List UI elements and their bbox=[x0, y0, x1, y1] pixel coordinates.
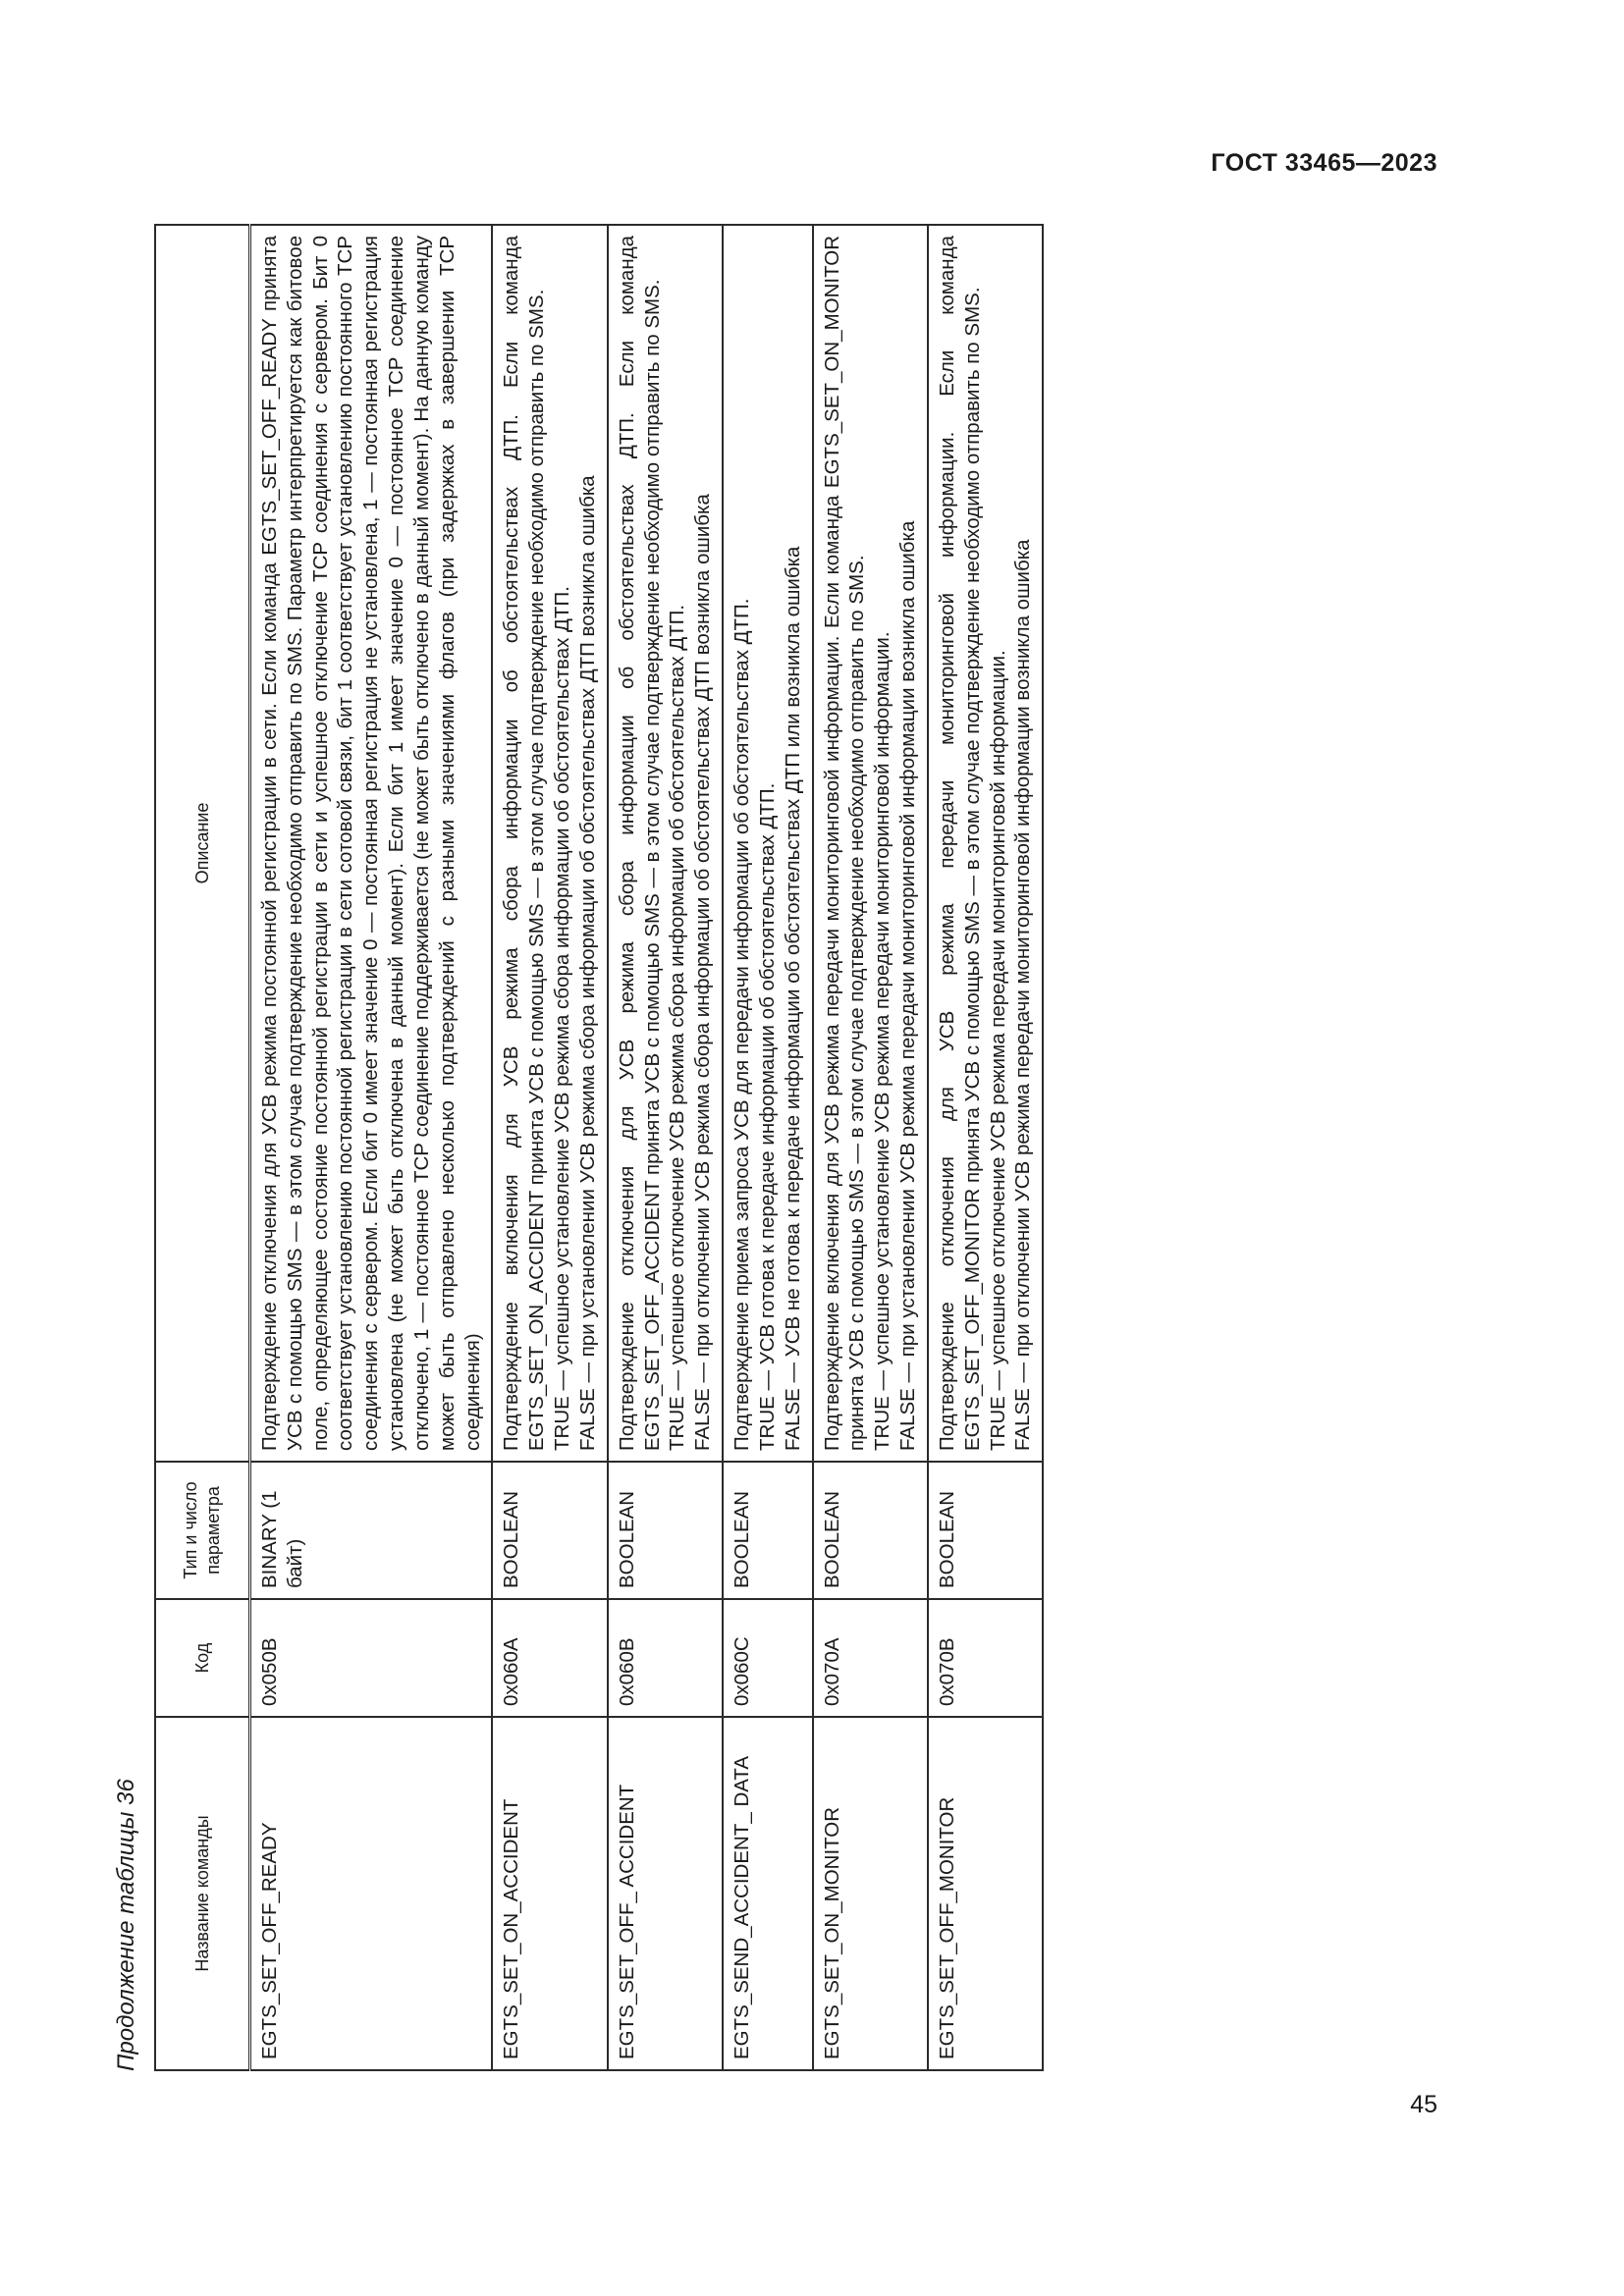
table-row bbox=[928, 225, 1043, 2070]
command-name-cell: EGTS_SET_OFF_MONITOR bbox=[928, 1717, 1043, 2070]
description-paragraph: Подтверждение приема запроса УСВ для передачи информации об обстоятельствах ДТП. bbox=[731, 598, 754, 1451]
description-cell bbox=[813, 225, 928, 1462]
description-cell bbox=[608, 225, 723, 1462]
parameter-type-cell: BINARY (1 байт) bbox=[250, 1462, 493, 1599]
description-false-line: FALSE — при установлении УСВ режима сбора информации об обстоятельствах ДТП возникла ошибка bbox=[575, 475, 599, 1451]
table-header-row bbox=[155, 225, 250, 2070]
command-name-cell: EGTS_SET_OFF_ ACCIDENT bbox=[608, 1717, 723, 2070]
description-true-line: TRUE — УСВ готова к передаче информации об обстоятельствах ДТП. bbox=[755, 782, 779, 1451]
description-cell bbox=[250, 225, 493, 1462]
command-name-cell: EGTS_SET_ON_ACCIDENT bbox=[492, 1717, 607, 2070]
command-code-cell: 0x050B bbox=[250, 1599, 493, 1717]
parameter-type-cell: BOOLEAN bbox=[492, 1462, 607, 1599]
description-paragraph: Подтверждение включения для УСВ режима сбора информации об обстоятельствах ДТП. Если команда EGTS_SET_ON_ACCIDENT принята УСВ с помощью SMS — в этом случае подтверждение необходимо отправить по SMS. bbox=[500, 236, 549, 1451]
parameter-type-cell: BOOLEAN bbox=[723, 1462, 812, 1599]
description-false-line: FALSE — при отключении УСВ режима передачи мониторинговой информации возникла ошибка bbox=[1011, 539, 1035, 1451]
page-number: 45 bbox=[1410, 2091, 1437, 2118]
standard-designation: ГОСТ 33465—2023 bbox=[1211, 149, 1437, 177]
command-name-cell: EGTS_SEND_ACCIDENT_ DATA bbox=[723, 1717, 812, 2070]
command-code-cell: 0x070A bbox=[813, 1599, 928, 1717]
table-row bbox=[608, 225, 723, 2070]
description-false-line: FALSE — УСВ не готова к передаче информации об обстоятельствах ДТП или возникла ошибка bbox=[781, 546, 804, 1451]
command-name-cell: EGTS_SET_ON_MONITOR bbox=[813, 1717, 928, 2070]
command-code-cell: 0x060C bbox=[723, 1599, 812, 1717]
description-paragraph: Подтверждение отключения для УСВ режима сбора информации об обстоятельствах ДТП. Если команда EGTS_SET_OFF_ACCIDENT принята УСВ с помощью SMS — в этом случае подтверждение необходимо отправить по SMS. bbox=[615, 236, 664, 1451]
column-header-description: Описание bbox=[155, 225, 250, 1462]
parameter-type-cell: BOOLEAN bbox=[813, 1462, 928, 1599]
parameter-type-cell: BOOLEAN bbox=[608, 1462, 723, 1599]
description-false-line: FALSE — при установлении УСВ режима передачи мониторинговой информации возникла ошибка bbox=[896, 520, 920, 1451]
command-code-cell: 0x060B bbox=[608, 1599, 723, 1717]
description-true-line: TRUE — успешное отключение УСВ режима передачи мониторинговой информации. bbox=[986, 650, 1009, 1451]
description-cell bbox=[928, 225, 1043, 1462]
table-row bbox=[492, 225, 607, 2070]
table-row bbox=[813, 225, 928, 2070]
column-header-name: Название команды bbox=[155, 1717, 250, 2070]
parameter-type-cell: BOOLEAN bbox=[928, 1462, 1043, 1599]
command-name-cell: EGTS_SET_OFF_READY bbox=[250, 1717, 493, 2070]
table-caption: Продолжение таблицы 36 bbox=[113, 1779, 139, 2071]
description-true-line: TRUE — успешное отключение УСВ режима сбора информации об обстоятельствах ДТП. bbox=[666, 604, 689, 1451]
description-false-line: FALSE — при отключении УСВ режима сбора информации об обстоятельствах ДТП возникла ошибка bbox=[691, 494, 715, 1451]
command-code-cell: 0x060A bbox=[492, 1599, 607, 1717]
description-cell bbox=[492, 225, 607, 1462]
table-row bbox=[723, 225, 812, 2070]
column-header-code: Код bbox=[155, 1599, 250, 1717]
description-true-line: TRUE — успешное установление УСВ режима передачи мониторинговой информации. bbox=[871, 631, 894, 1451]
description-cell bbox=[723, 225, 812, 1462]
description-paragraph: Подтверждение отключения для УСВ режима передачи мониторинговой информации. Если команда EGTS_SET_OFF_MONITOR принята УСВ с помощью SMS — в этом случае подтверждение необходимо отправить по SMS. bbox=[935, 236, 984, 1451]
table-row bbox=[250, 225, 493, 2070]
description-paragraph: Подтверждение включения для УСВ режима передачи мониторинговой информации. Если команда EGTS_SET_ON_MONITOR принята УСВ с помощью SMS — в этом случае подтверждение необходимо отправить по SMS. bbox=[820, 236, 869, 1451]
rotated-table-block bbox=[113, 226, 1438, 2071]
command-code-cell: 0x070B bbox=[928, 1599, 1043, 1717]
description-paragraph: Подтверждение отключения для УСВ режима постоянной регистрации в сети. Если команда EGTS_SET_OFF_READY принята УСВ с помощью SMS — в этом случае подтверждение необходимо отправить по SMS. Параметр интерпретируется как битовое поле, определяющее состояние постоянной регистрации в сети и успешное отключение TCP соединения с сервером. Бит 0 соответствует установлению постоянной регистрации в сети сотовой связи, бит 1 соответствует установлению постоянного TCP соединения с сервером. Если бит 0 имеет значение 0 — постоянная регистрация не установлена, 1 — постоянная регистрация установлена (не может быть отключена в данный момент). Если бит 1 имеет значение 0 — постоянное TCP соединение отключено, 1 — постоянное TCP соединение поддерживается (не может быть отключено в данный момент). На данную команду может быть отправлено несколько подтверждений с разными значениями флагов (при задержках в завершении TCP соединения) bbox=[258, 236, 484, 1451]
commands-table bbox=[154, 224, 1044, 2071]
description-true-line: TRUE — успешное установление УСВ режима сбора информации об обстоятельствах ДТП. bbox=[551, 586, 574, 1451]
column-header-type: Тип и число параметра bbox=[155, 1462, 250, 1599]
